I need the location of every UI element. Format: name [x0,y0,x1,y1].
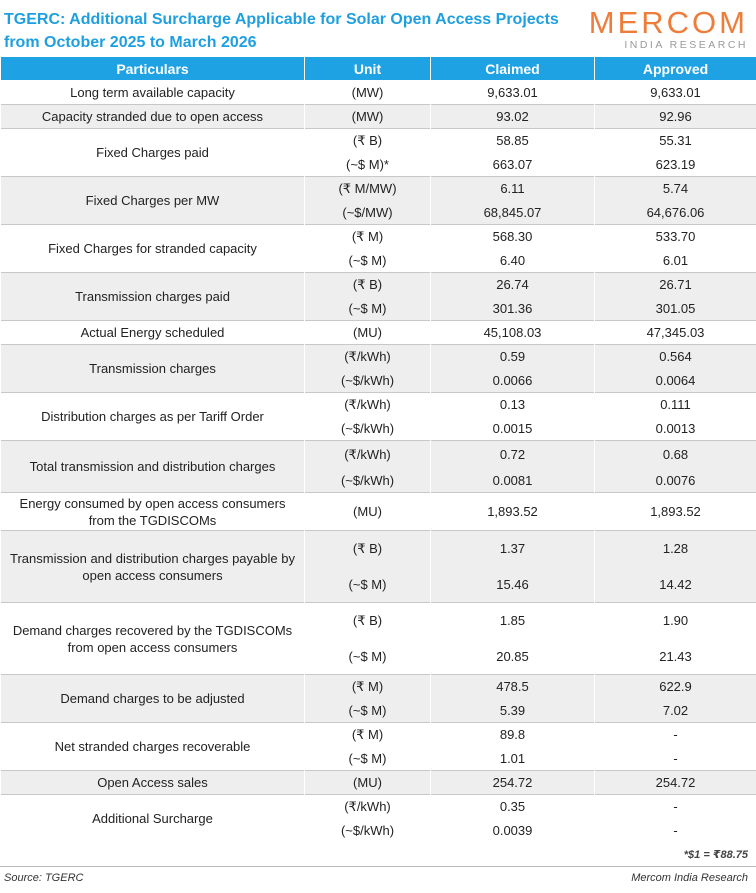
unit-cell: (₹ M) [305,225,431,249]
table-row [1,795,756,819]
table-row [1,675,756,699]
claimed-cell: 0.0066 [431,369,595,393]
claimed-cell: 254.72 [431,771,595,795]
claimed-cell: 6.40 [431,249,595,273]
claimed-cell: 58.85 [431,129,595,153]
claimed-cell: 45,108.03 [431,321,595,345]
particulars-cell: Transmission and distribution charges payable by open access consumers [1,531,305,603]
claimed-cell: 663.07 [431,153,595,177]
claimed-cell: 568.30 [431,225,595,249]
claimed-cell: 0.59 [431,345,595,369]
approved-cell: 0.0076 [595,469,756,493]
mercom-logo [588,6,748,51]
approved-cell: 21.43 [595,639,756,675]
claimed-cell: 20.85 [431,639,595,675]
table-row [1,177,756,201]
credit-label: Mercom India Research [631,872,748,884]
unit-cell: (~$ M) [305,567,431,603]
unit-cell: (₹ M) [305,723,431,747]
footer-divider [0,866,756,868]
particulars-cell: Total transmission and distribution charges [1,441,305,493]
particulars-cell: Additional Surcharge [1,795,305,843]
table-row [1,723,756,747]
unit-cell: (₹/kWh) [305,441,431,469]
unit-cell: (~$/kWh) [305,819,431,843]
table-row [1,441,756,469]
approved-cell: - [595,723,756,747]
unit-cell: (₹ B) [305,273,431,297]
source-label: Source: TGERC [4,872,84,884]
unit-cell: (~$/MW) [305,201,431,225]
unit-cell: (₹ B) [305,531,431,567]
claimed-cell: 1.01 [431,747,595,771]
approved-cell: 533.70 [595,225,756,249]
header-particulars: Particulars [1,57,305,81]
unit-cell: (₹/kWh) [305,345,431,369]
approved-cell: - [595,795,756,819]
exchange-rate-note: *$1 = ₹88.75 [683,849,748,861]
particulars-cell: Capacity stranded due to open access [1,105,305,129]
unit-cell: (~$ M) [305,249,431,273]
table-row [1,105,756,129]
claimed-cell: 68,845.07 [431,201,595,225]
table-row [1,493,756,531]
header [0,0,756,56]
unit-cell: (~$ M) [305,297,431,321]
approved-cell: 623.19 [595,153,756,177]
claimed-cell: 0.0081 [431,469,595,493]
claimed-cell: 0.35 [431,795,595,819]
particulars-cell: Net stranded charges recoverable [1,723,305,771]
unit-cell: (~$/kWh) [305,369,431,393]
particulars-cell: Demand charges recovered by the TGDISCOMs from open access consumers [1,603,305,675]
surcharge-table [0,56,756,843]
logo-name: MERCOM [588,5,748,40]
unit-cell: (~$/kWh) [305,469,431,493]
particulars-cell: Distribution charges as per Tariff Order [1,393,305,441]
table-row [1,771,756,795]
claimed-cell: 89.8 [431,723,595,747]
approved-cell: 1.90 [595,603,756,639]
table-row [1,603,756,639]
claimed-cell: 5.39 [431,699,595,723]
approved-cell: 14.42 [595,567,756,603]
approved-cell: 7.02 [595,699,756,723]
claimed-cell: 93.02 [431,105,595,129]
particulars-cell: Fixed Charges paid [1,129,305,177]
claimed-cell: 0.72 [431,441,595,469]
approved-cell: 301.05 [595,297,756,321]
approved-cell: 92.96 [595,105,756,129]
claimed-cell: 1.37 [431,531,595,567]
header-approved: Approved [595,57,756,81]
table-header-row [1,57,756,81]
particulars-cell: Long term available capacity [1,81,305,105]
unit-cell: (₹ M/MW) [305,177,431,201]
approved-cell: 47,345.03 [595,321,756,345]
unit-cell: (₹ B) [305,603,431,639]
approved-cell: - [595,747,756,771]
approved-cell: 9,633.01 [595,81,756,105]
claimed-cell: 301.36 [431,297,595,321]
table-row [1,345,756,369]
table-row [1,531,756,567]
approved-cell: - [595,819,756,843]
claimed-cell: 26.74 [431,273,595,297]
claimed-cell: 0.13 [431,393,595,417]
approved-cell: 1,893.52 [595,493,756,531]
approved-cell: 6.01 [595,249,756,273]
approved-cell: 0.68 [595,441,756,469]
approved-cell: 254.72 [595,771,756,795]
header-claimed: Claimed [431,57,595,81]
particulars-cell: Transmission charges [1,345,305,393]
particulars-cell: Demand charges to be adjusted [1,675,305,723]
header-unit: Unit [305,57,431,81]
approved-cell: 0.0013 [595,417,756,441]
logo-tagline: INDIA RESEARCH [624,39,748,51]
approved-cell: 0.564 [595,345,756,369]
claimed-cell: 9,633.01 [431,81,595,105]
approved-cell: 1.28 [595,531,756,567]
page-title: TGERC: Additional Surcharge Applicable for Solar Open Access Projects from October 2025 to March 2026 [4,11,559,51]
claimed-cell: 1.85 [431,603,595,639]
unit-cell: (~$/kWh) [305,417,431,441]
particulars-cell: Fixed Charges per MW [1,177,305,225]
unit-cell: (MW) [305,81,431,105]
unit-cell: (~$ M)* [305,153,431,177]
claimed-cell: 6.11 [431,177,595,201]
table-row [1,321,756,345]
claimed-cell: 0.0015 [431,417,595,441]
approved-cell: 26.71 [595,273,756,297]
unit-cell: (~$ M) [305,699,431,723]
unit-cell: (₹ B) [305,129,431,153]
approved-cell: 55.31 [595,129,756,153]
claimed-cell: 0.0039 [431,819,595,843]
unit-cell: (MU) [305,493,431,531]
claimed-cell: 1,893.52 [431,493,595,531]
particulars-cell: Open Access sales [1,771,305,795]
table-row [1,81,756,105]
particulars-cell: Actual Energy scheduled [1,321,305,345]
approved-cell: 64,676.06 [595,201,756,225]
approved-cell: 0.111 [595,393,756,417]
table-row [1,273,756,297]
particulars-cell: Fixed Charges for stranded capacity [1,225,305,273]
unit-cell: (MU) [305,771,431,795]
claimed-cell: 478.5 [431,675,595,699]
table-row [1,129,756,153]
approved-cell: 5.74 [595,177,756,201]
claimed-cell: 15.46 [431,567,595,603]
approved-cell: 622.9 [595,675,756,699]
unit-cell: (MW) [305,105,431,129]
approved-cell: 0.0064 [595,369,756,393]
particulars-cell: Energy consumed by open access consumers from the TGDISCOMs [1,493,305,531]
unit-cell: (~$ M) [305,639,431,675]
unit-cell: (₹/kWh) [305,795,431,819]
unit-cell: (₹ M) [305,675,431,699]
table-row [1,225,756,249]
table-row [1,393,756,417]
unit-cell: (₹/kWh) [305,393,431,417]
unit-cell: (MU) [305,321,431,345]
unit-cell: (~$ M) [305,747,431,771]
particulars-cell: Transmission charges paid [1,273,305,321]
